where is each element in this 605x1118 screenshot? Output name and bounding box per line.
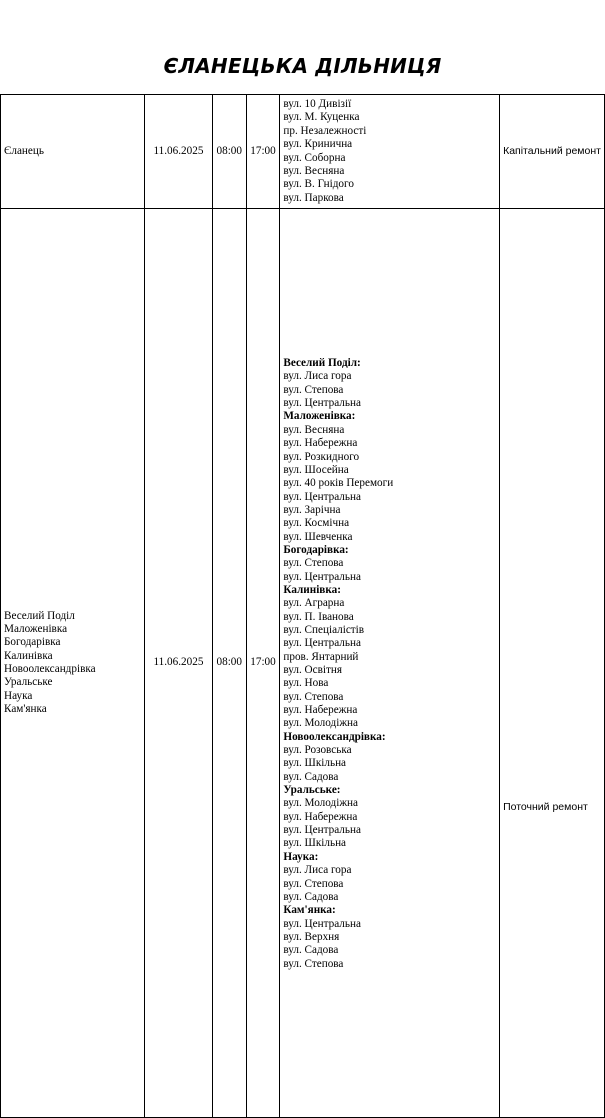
settlement-header: Новоолександрівка: <box>283 730 386 743</box>
page-title: ЄЛАНЕЦЬКА ДІЛЬНИЦЯ <box>163 54 442 78</box>
street-item: пров. Янтарний <box>283 650 359 663</box>
street-item: вул. Степова <box>283 877 344 890</box>
street-item: вул. Шевченка <box>283 530 353 543</box>
street-item: вул. Степова <box>283 957 344 970</box>
locality-name: Маложенівка <box>4 622 68 635</box>
settlement-header: Маложенівка: <box>283 410 356 423</box>
street-item: вул. Центральна <box>283 397 361 410</box>
street-item: вул. Весняна <box>283 423 345 436</box>
table-row <box>1 95 605 209</box>
street-item: вул. Аграрна <box>283 597 345 610</box>
street-item: вул. Степова <box>283 557 344 570</box>
street-item: вул. Центральна <box>283 637 361 650</box>
locality-name: Веселий Поділ <box>4 609 75 622</box>
locality-cell <box>1 209 145 1118</box>
locality-name: Наука <box>4 689 33 702</box>
street-item: вул. Розкидного <box>283 450 360 463</box>
street-item: вул. М. Куценка <box>283 111 360 124</box>
street-item: вул. П. Іванова <box>283 610 354 623</box>
settlement-header: Уральське: <box>283 784 341 797</box>
street-item: вул. Шкільна <box>283 757 347 770</box>
street-item: вул. 40 років Перемоги <box>283 477 394 490</box>
street-item: вул. Молодіжна <box>283 717 359 730</box>
work-type-cell: Капітальний ремонт <box>500 95 605 209</box>
street-item: пр. Незалежності <box>283 124 367 137</box>
street-item: вул. Лиса гора <box>283 370 352 383</box>
settlement-header: Калинівка: <box>283 583 341 596</box>
locality-name: Єланець <box>4 144 44 157</box>
street-item: вул. Спеціалістів <box>283 623 365 636</box>
street-item: вул. В. Гнідого <box>283 178 354 191</box>
street-item: вул. Степова <box>283 690 344 703</box>
locality-cell <box>1 95 145 209</box>
settlement-header: Богодарівка: <box>283 543 349 556</box>
street-item: вул. Космічна <box>283 517 350 530</box>
street-item: вул. Освітня <box>283 664 343 676</box>
street-item: вул. Молодіжна <box>283 797 359 810</box>
street-item: вул. Центральна <box>283 824 361 837</box>
street-item: вул. Набережна <box>283 437 358 450</box>
street-item: вул. Набережна <box>283 704 358 717</box>
end-time-cell: 17:00 <box>246 209 280 1118</box>
settlement-header: Наука: <box>283 850 319 863</box>
street-item: вул. Центральна <box>283 917 361 930</box>
street-item: вул. Розовська <box>283 744 352 757</box>
locality-name: Кам'янка <box>4 703 47 716</box>
date-cell: 11.06.2025 <box>145 95 213 209</box>
work-type-cell: Поточний ремонт <box>500 209 605 1118</box>
street-item: вул. Верхня <box>283 930 340 943</box>
street-item: вул. Садова <box>283 770 339 783</box>
street-item: вул. Садова <box>283 890 339 903</box>
street-item: вул. Шосейна <box>283 463 349 476</box>
locality-name: Калинівка <box>4 649 53 662</box>
street-item: вул. Набережна <box>283 810 358 823</box>
date-cell: 11.06.2025 <box>145 209 213 1118</box>
street-item: вул. Зарічна <box>283 503 341 516</box>
streets-cell <box>280 95 500 209</box>
street-item: вул. Паркова <box>283 191 344 204</box>
settlement-header: Кам'янка: <box>283 904 336 917</box>
street-item: вул. Степова <box>283 383 344 396</box>
table-row <box>1 209 605 1118</box>
locality-name: Уральське <box>4 676 53 689</box>
end-time-cell: 17:00 <box>246 95 280 209</box>
street-item: вул. Весняна <box>283 164 345 177</box>
settlement-header: Веселий Поділ: <box>283 357 361 370</box>
street-item: вул. Центральна <box>283 570 361 583</box>
street-item: вул. Шкільна <box>283 837 347 850</box>
street-item: вул. 10 Дивізії <box>283 98 352 111</box>
street-item: вул. Центральна <box>283 490 361 503</box>
outage-schedule-table <box>0 94 605 1118</box>
street-item: вул. Лиса гора <box>283 864 352 877</box>
street-item: вул. Садова <box>283 944 339 957</box>
start-time-cell: 08:00 <box>212 209 246 1118</box>
street-item: вул. Кринична <box>283 138 353 151</box>
street-item: вул. Нова <box>283 677 329 690</box>
streets-cell <box>280 209 500 1118</box>
locality-name: Богодарівка <box>4 636 61 649</box>
street-item: вул. Соборна <box>283 151 346 164</box>
start-time-cell: 08:00 <box>212 95 246 209</box>
locality-name: Новоолександрівка <box>4 663 96 675</box>
